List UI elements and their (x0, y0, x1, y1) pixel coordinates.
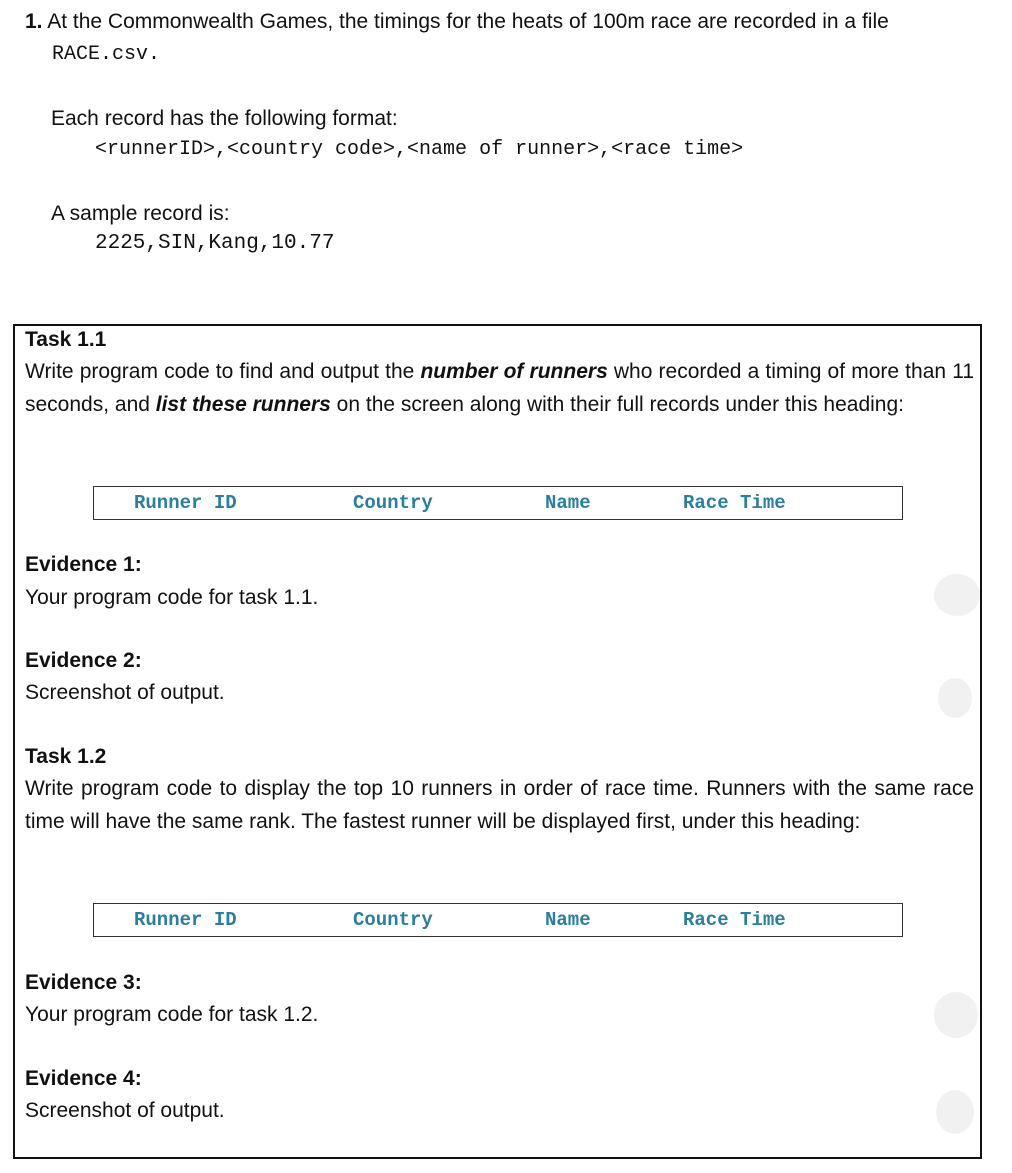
format-code: <runnerID>,<country code>,<name of runner>,<race time> (95, 138, 744, 161)
heading-runner-id: Runner ID (134, 492, 237, 514)
evidence-2-text: Screenshot of output. (25, 681, 225, 704)
scan-mark (934, 574, 980, 616)
emphasis-list-these-runners: list these runners (155, 392, 331, 416)
question-number: 1. (25, 10, 43, 33)
task-1-2-title: Task 1.2 (25, 745, 107, 768)
heading-country: Country (353, 492, 433, 514)
heading-name: Name (545, 492, 591, 514)
format-label: Each record has the following format: (51, 107, 398, 130)
evidence-4-text: Screenshot of output. (25, 1099, 225, 1122)
scan-mark (934, 992, 978, 1038)
heading-name: Name (545, 909, 591, 931)
scan-mark (938, 678, 972, 718)
evidence-1-title: Evidence 1: (25, 553, 142, 576)
question-intro (25, 8, 889, 36)
question-intro-text: At the Commonwealth Games, the timings for the heats of 100m race are recorded in a file (47, 10, 889, 33)
evidence-3-title: Evidence 3: (25, 971, 142, 994)
question-filename: RACE.csv. (52, 43, 161, 66)
task-box (13, 324, 982, 1159)
heading-runner-id: Runner ID (134, 909, 237, 931)
heading-country: Country (353, 909, 433, 931)
task-1-1-title: Task 1.1 (25, 328, 107, 351)
sample-code: 2225,SIN,Kang,10.77 (95, 232, 335, 255)
sample-label: A sample record is: (51, 202, 230, 225)
heading-race-time: Race Time (683, 909, 786, 931)
evidence-1-text: Your program code for task 1.1. (25, 586, 319, 609)
task-1-1-description: Write program code to find and output the number of runners who recorded a timing of more than 11 seconds, and list these runners on the screen along with their full records under this heading: (25, 360, 974, 416)
output-heading-box-1 (93, 486, 903, 520)
evidence-3-text: Your program code for task 1.2. (25, 1003, 319, 1026)
evidence-4-title: Evidence 4: (25, 1067, 142, 1090)
task-1-2-description: Write program code to display the top 10 runners in order of race time. Runners with the same race time will have the same rank. The fastest runner will be displayed first, under this heading: (25, 777, 974, 833)
emphasis-number-of-runners: number of runners (420, 360, 608, 383)
output-heading-box-2 (93, 903, 903, 937)
scan-mark (936, 1090, 974, 1134)
heading-race-time: Race Time (683, 492, 786, 514)
evidence-2-title: Evidence 2: (25, 649, 142, 672)
